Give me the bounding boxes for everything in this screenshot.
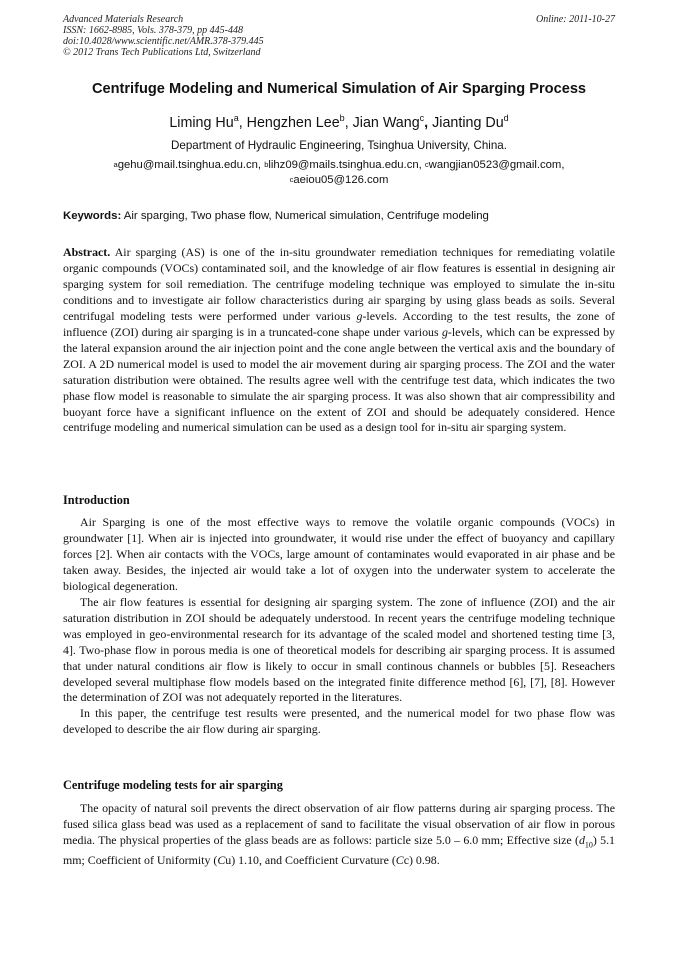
author-marker: b: [339, 113, 345, 123]
author-emails: $^a$gehu@mail.tsinghua.edu.cn, $^b$lihz09@mails.tsinghua.edu.cn, $^c$wangjian0523@gmail.com, $^c$aeiou05@126.com: [113, 159, 565, 186]
section-title-introduction: Introduction: [63, 493, 130, 507]
paragraph: In this paper, the centrifuge test results were presented, and the numerical model for two phase flow was developed to describe the air flow during air sparging.: [63, 706, 615, 737]
author-marker: c: [419, 113, 425, 123]
online-date: Online: 2011-10-27: [536, 14, 615, 25]
issn-line: ISSN: 1662-8985, Vols. 378-379, pp 445-448: [63, 25, 243, 36]
author-list: Liming Hu$^a$, Hengzhen Lee$^b$, Jian Wang$^c$, Jianting Du$^d$: [169, 113, 509, 131]
email-c: wangjian0523@gmail.com,: [428, 159, 565, 171]
introduction-body: [63, 515, 615, 738]
paper-title: Centrifuge Modeling and Numerical Simulation of Air Sparging Process: [91, 81, 587, 97]
email-a: gehu@mail.tsinghua.edu.cn,: [117, 159, 265, 171]
affiliation: Department of Hydraulic Engineering, Tsinghua University, China.: [171, 139, 507, 152]
copyright-line: © 2012 Trans Tech Publications Ltd, Switzerland: [63, 47, 261, 58]
doi-line: doi:10.4028/www.scientific.net/AMR.378-379.445: [63, 36, 264, 47]
author-marker: a: [233, 113, 239, 123]
paragraph: The opacity of natural soil prevents the direct observation of air flow patterns during air sparging process. The fused silica glass bead was used as a replacement of sand to facilitate the visual observation of air flow in porous media. The physical properties of the glass beads are as follows: particle size 5.0 – 6.0 mm; Effective size $(d_{10})$ 5.1 mm; Coefficient of Uniformity (Cu) 1.10, and Coefficient Curvature (Cc) 0.98.: [63, 801, 615, 868]
abstract: Abstract. Air sparging (AS) is one of the in-situ groundwater remediation techniques for remediating volatile organic compounds (VOCs) contaminated soil, and the knowledge of air flow features is essential in designing air sparging system for soil remediation. The centrifuge modeling technique was employed to simulate the in-situ conditions and to investigate air follow characteristics during air sparging by using glass beads as soils. Several centrifugal modeling tests were performed under various g-levels. According to the test results, the zone of influence (ZOI) during air sparging is in a truncated-cone shape under various g-levels, which can be expressed by the lateral expansion around the air injection point and the cone angle between the vertical axis and the boundary of ZOI. A 2D numerical model is used to model the air movement during air sparging process. The ZOI and the water saturation distribution were obtained. The results agree well with the centrifuge test data, which indicates the two phase flow model is reasonable to simulate the air sparging process. It was also shown that air compressibility and buoyant force have a significant influence on the extent of ZOI and should be adequately considered. Hence centrifuge modeling and numerical simulation can be used as a design tool for in-situ air sparging system.: [63, 245, 615, 435]
paragraph: The air flow features is essential for designing air sparging system. The zone of influence (ZOI) and the air saturation distribution in ZOI should be adequately understood. In recent years the centrifuge modeling technique was employed in geo-environmental research for its advantage of the scaled model and shortened testing time [3, 4]. Two-phase flow in porous media is one of theoretical models for describing air sparging process. It is assumed that under natural conditions air flow is likely to occur in small continous channels or bubbles [5]. Reseachers developed several multiphase flow models based on the integrated finite difference method [6], [7], [8]. However the determination of ZOI was not adequately reported in the literatures.: [63, 594, 615, 705]
paragraph: Air Sparging is one of the most effective ways to remove the volatile organic compounds (VOCs) in groundwater [1]. When air is injected into groundwater, it would rise under the effect of buoyancy and capillary forces [2]. When air contacts with the VOCs, large amount of contaminates would evaporated in air phase and be taken away. Besides, the injected air would take a lot of oxygen into the underwater system to accelerate the biological degeneration.: [63, 515, 615, 593]
centrifuge-body: [63, 801, 615, 869]
author-marker: d: [503, 113, 509, 123]
author-name: Liming Hu: [169, 115, 234, 131]
keywords-label: Keywords:: [63, 210, 122, 222]
email-b: lihz09@mails.tsinghua.edu.cn,: [268, 159, 425, 171]
running-header: [63, 14, 615, 58]
author-name: Jian Wang: [352, 115, 420, 131]
section-title-centrifuge: Centrifuge modeling tests for air sparging: [63, 778, 283, 792]
author-name: Hengzhen Lee: [246, 115, 340, 131]
keywords-text: Air sparging, Two phase flow, Numerical simulation, Centrifuge modeling: [121, 210, 489, 222]
keywords: [63, 210, 615, 222]
abstract-label: Abstract.: [63, 245, 111, 259]
journal-name: Advanced Materials Research: [63, 14, 184, 25]
author-name: Jianting Du: [432, 115, 504, 131]
email-d: aeiou05@126.com: [293, 174, 389, 186]
